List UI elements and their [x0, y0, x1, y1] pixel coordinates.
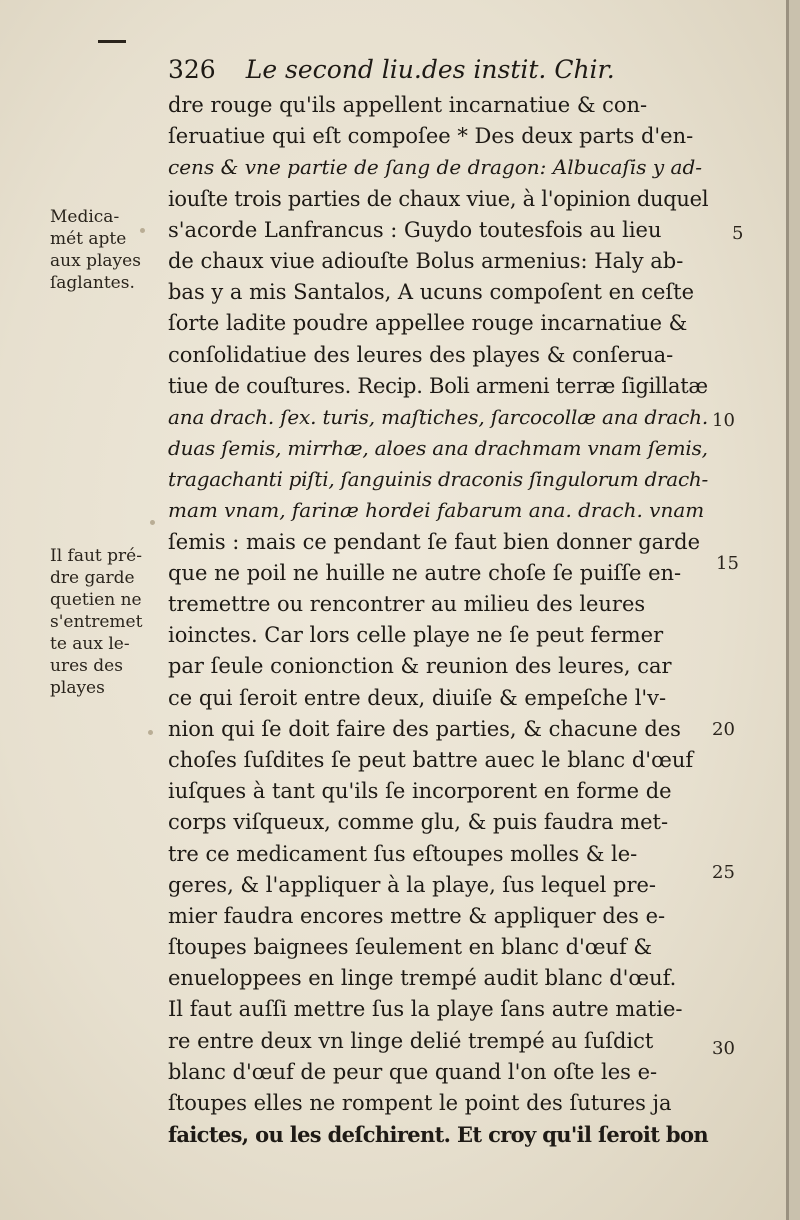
text-line: de chaux viue adiouſte Bolus armenius: Haly ab-: [168, 248, 684, 273]
margin-note-medicament: [50, 206, 168, 294]
margin-note-line: dre garde: [50, 568, 135, 588]
body-text: [168, 90, 718, 1150]
text-line: ſorte ladite poudre appellee rouge incarnatiue &: [168, 311, 688, 336]
text-line: tremettre ou rencontrer au milieu des leures: [168, 592, 646, 616]
text-line: tragachanti piſti, ſanguinis draconis ſingulorum drach-: [168, 467, 708, 492]
margin-note-line: quetien ne: [50, 590, 142, 610]
text-line: s'acorde Lanfrancus : Guydo toutesfois au lieu: [168, 217, 662, 242]
text-line: geres, & l'appliquer à la playe, ſus lequel pre-: [168, 872, 656, 897]
text-line: nion qui ſe doit faire des parties, & chacune des: [168, 716, 681, 741]
line-number: 20: [712, 719, 735, 740]
text-line: re entre deux vn linge delié trempé au ſuſdict: [168, 1028, 654, 1053]
margin-note-line: mét apte: [50, 229, 127, 249]
paper-spot: [150, 520, 155, 525]
line-number: 5: [732, 223, 744, 244]
text-line: ioinctes. Car lors celle playe ne ſe peut fermer: [168, 623, 664, 648]
text-line: tiue de couſtures. Recip. Boli armeni terræ ſigillatæ: [168, 373, 708, 398]
margin-note-garde: [50, 545, 168, 699]
margin-note-line: aux playes: [50, 251, 141, 271]
line-number: 30: [712, 1038, 735, 1059]
text-line: ce qui ſeroit entre deux, diuiſe & empeſche l'v-: [168, 685, 667, 710]
margin-note-line: playes: [50, 678, 105, 698]
margin-note-line: Il faut pré-: [50, 546, 142, 566]
margin-note-line: ſaglantes.: [50, 273, 135, 293]
margin-note-line: s'entremet: [50, 612, 143, 632]
line-number: 25: [712, 862, 735, 883]
text-line: iouſte trois parties de chaux viue, à l'opinion duquel: [168, 186, 709, 211]
text-line: iuſques à tant qu'ils ſe incorporent en forme de: [168, 779, 672, 804]
text-line: mam vnam, farinæ hordei fabarum ana. drach. vnam: [168, 498, 705, 523]
text-line: tre ce medicament ſus eſtoupes molles & le-: [168, 841, 638, 866]
page-edge: [789, 0, 800, 1220]
text-line: ſeruatiue qui eſt compoſee * Des deux parts d'en-: [168, 124, 694, 149]
text-line: faictes, ou les deſchirent. Et croy qu'il ſeroit bon: [168, 1122, 708, 1148]
margin-note-line: Medica-: [50, 207, 120, 227]
line-number: 15: [716, 553, 739, 574]
text-line: conſolidatiue des leures des playes & conſerua-: [168, 342, 674, 367]
text-line: bas y a mis Santalos, A ucuns compoſent en ceſte: [168, 280, 695, 305]
text-line: enueloppees en linge trempé audit blanc d'œuf.: [168, 966, 677, 991]
running-title: Le second liu.des instit. Chir.: [245, 55, 615, 84]
text-line: corps viſqueux, comme glu, & puis faudra met-: [168, 810, 669, 835]
text-line: cens & vne partie de ſang de dragon: Albucaſis y ad-: [168, 155, 703, 180]
text-line: ſtoupes elles ne rompent le point des ſutures ja: [168, 1091, 672, 1115]
text-line: choſes ſuſdites ſe peut battre auec le blanc d'œuf: [168, 747, 694, 772]
paper-spot: [140, 228, 145, 233]
text-line: ana drach. ſex. turis, maſtiches, ſarcocollæ ana drach.: [168, 404, 709, 429]
page-mark: [98, 40, 126, 43]
text-line: blanc d'œuf de peur que quand l'on oſte les e-: [168, 1059, 658, 1084]
text-line: Il faut auſſi mettre ſus la playe ſans autre matie-: [168, 997, 683, 1022]
text-line: ſemis : mais ce pendant ſe faut bien donner garde: [168, 529, 701, 554]
margin-note-line: ures des: [50, 656, 123, 676]
text-line: par ſeule conionction & reunion des leures, car: [168, 654, 672, 679]
running-head: [168, 55, 615, 84]
text-line: ſtoupes baignees ſeulement en blanc d'œuf &: [168, 935, 653, 960]
text-line: que ne poil ne huille ne autre choſe ſe puiſſe en-: [168, 560, 682, 585]
text-line: duas ſemis, mirrhæ, aloes ana drachmam vnam ſemis,: [168, 436, 708, 461]
page-number: 326: [168, 55, 216, 84]
text-line: mier faudra encores mettre & appliquer des e-: [168, 903, 666, 928]
paper-spot: [148, 730, 153, 735]
margin-note-line: te aux le-: [50, 634, 130, 654]
text-line: dre rouge qu'ils appellent incarnatiue & con-: [168, 93, 648, 117]
line-number: 10: [712, 410, 735, 431]
